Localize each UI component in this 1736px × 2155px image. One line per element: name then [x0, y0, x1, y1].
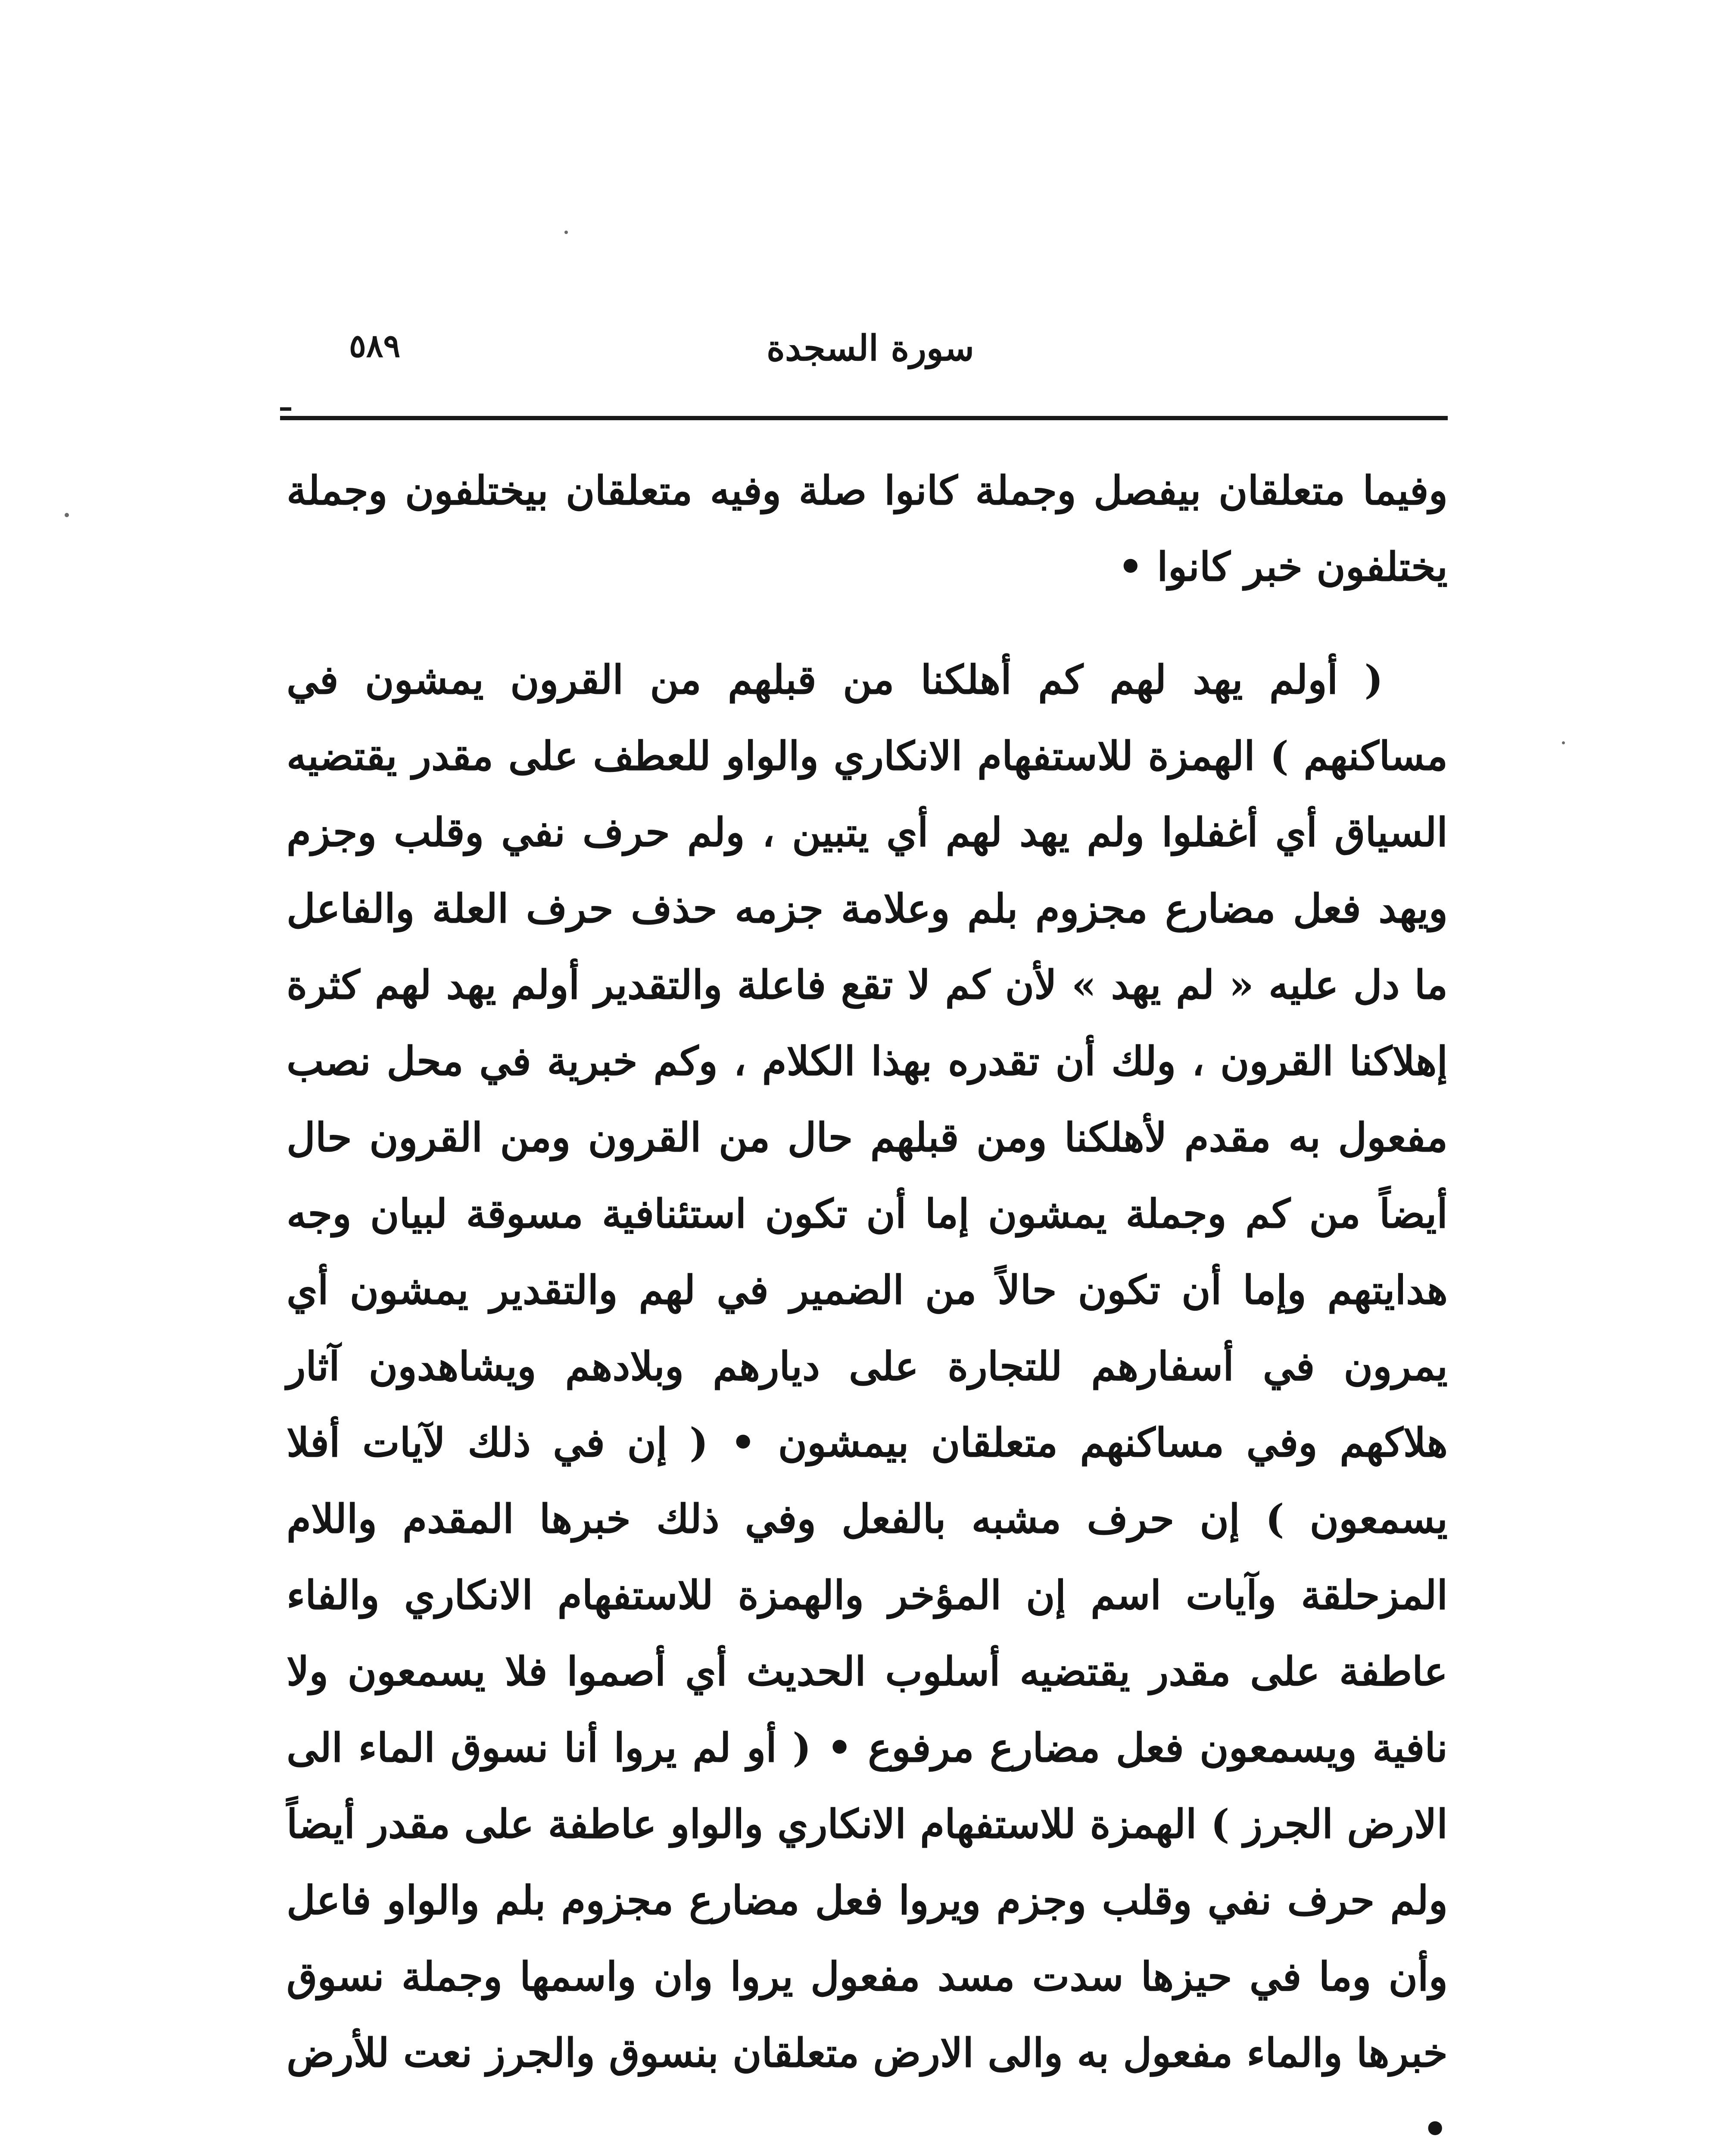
scan-speck — [1562, 741, 1565, 744]
paragraph-1: وفيما متعلقان بيفصل وجملة كانوا صلة وفيه متعلقان بيختلفون وجملة يختلفون خبر كانوا • — [287, 467, 1448, 590]
page-title: سورة السجدة — [766, 328, 975, 369]
paragraph-2: ( أولم يهد لهم كم أهلكنا من قبلهم من القرون يمشون في مساكنهم ) الهمزة للاستفهام الانكاري والواو للعطف على مقدر يقتضيه السياق أي أغفلوا ولم يهد لهم أي يتبين ، ولم حرف نفي وقلب وجزم ويهد فعل مضارع مجزوم بلم وعلامة جزمه حذف حرف العلة والفاعل ما دل عليه « لم يهد » لأن كم لا تقع فاعلة والتقدير أولم يهد لهم كثرة إهلاكنا القرون ، ولك أن تقدره بهذا الكلام ، وكم خبرية في محل نصب مفعول به مقدم لأهلكنا ومن قبلهم حال من القرون ومن القرون حال أيضاً من كم وجملة يمشون إما أن تكون استئنافية مسوقة لبيان وجه هدايتهم وإما أن تكون حالاً من الضمير في لهم والتقدير يمشون أي يمرون في أسفارهم للتجارة على ديارهم وبلادهم ويشاهدون آثار هلاكهم وفي مساكنهم متعلقان بيمشون • ( إن في ذلك لآيات أفلا يسمعون ) إن حرف مشبه بالفعل وفي ذلك خبرها المقدم واللام المزحلقة وآيات اسم إن المؤخر والهمزة للاستفهام الانكاري والفاء عاطفة على مقدر يقتضيه أسلوب الحديث أي أصموا فلا يسمعون ولا نافية ويسمعون فعل مضارع مرفوع • ( أو لم يروا أنا نسوق الماء الى الارض الجرز ) الهمزة للاستفهام الانكاري والواو عاطفة على مقدر أيضاً ولم حرف نفي وقلب وجزم ويروا فعل مضارع مجزوم بلم والواو فاعل وأن وما في حيزها سدت مسد مفعول يروا وان واسمها وجملة نسوق خبرها والماء مفعول به والى الارض متعلقان بنسوق والجرز نعت للأرض • — [287, 656, 1448, 2152]
scan-speck — [65, 513, 69, 517]
header-rule-tick — [280, 407, 291, 411]
header-divider — [280, 416, 1448, 420]
page-header — [293, 328, 1448, 388]
scan-speck — [564, 231, 568, 234]
page-number: ٥٨٩ — [349, 328, 401, 365]
body-text — [287, 453, 1448, 2155]
